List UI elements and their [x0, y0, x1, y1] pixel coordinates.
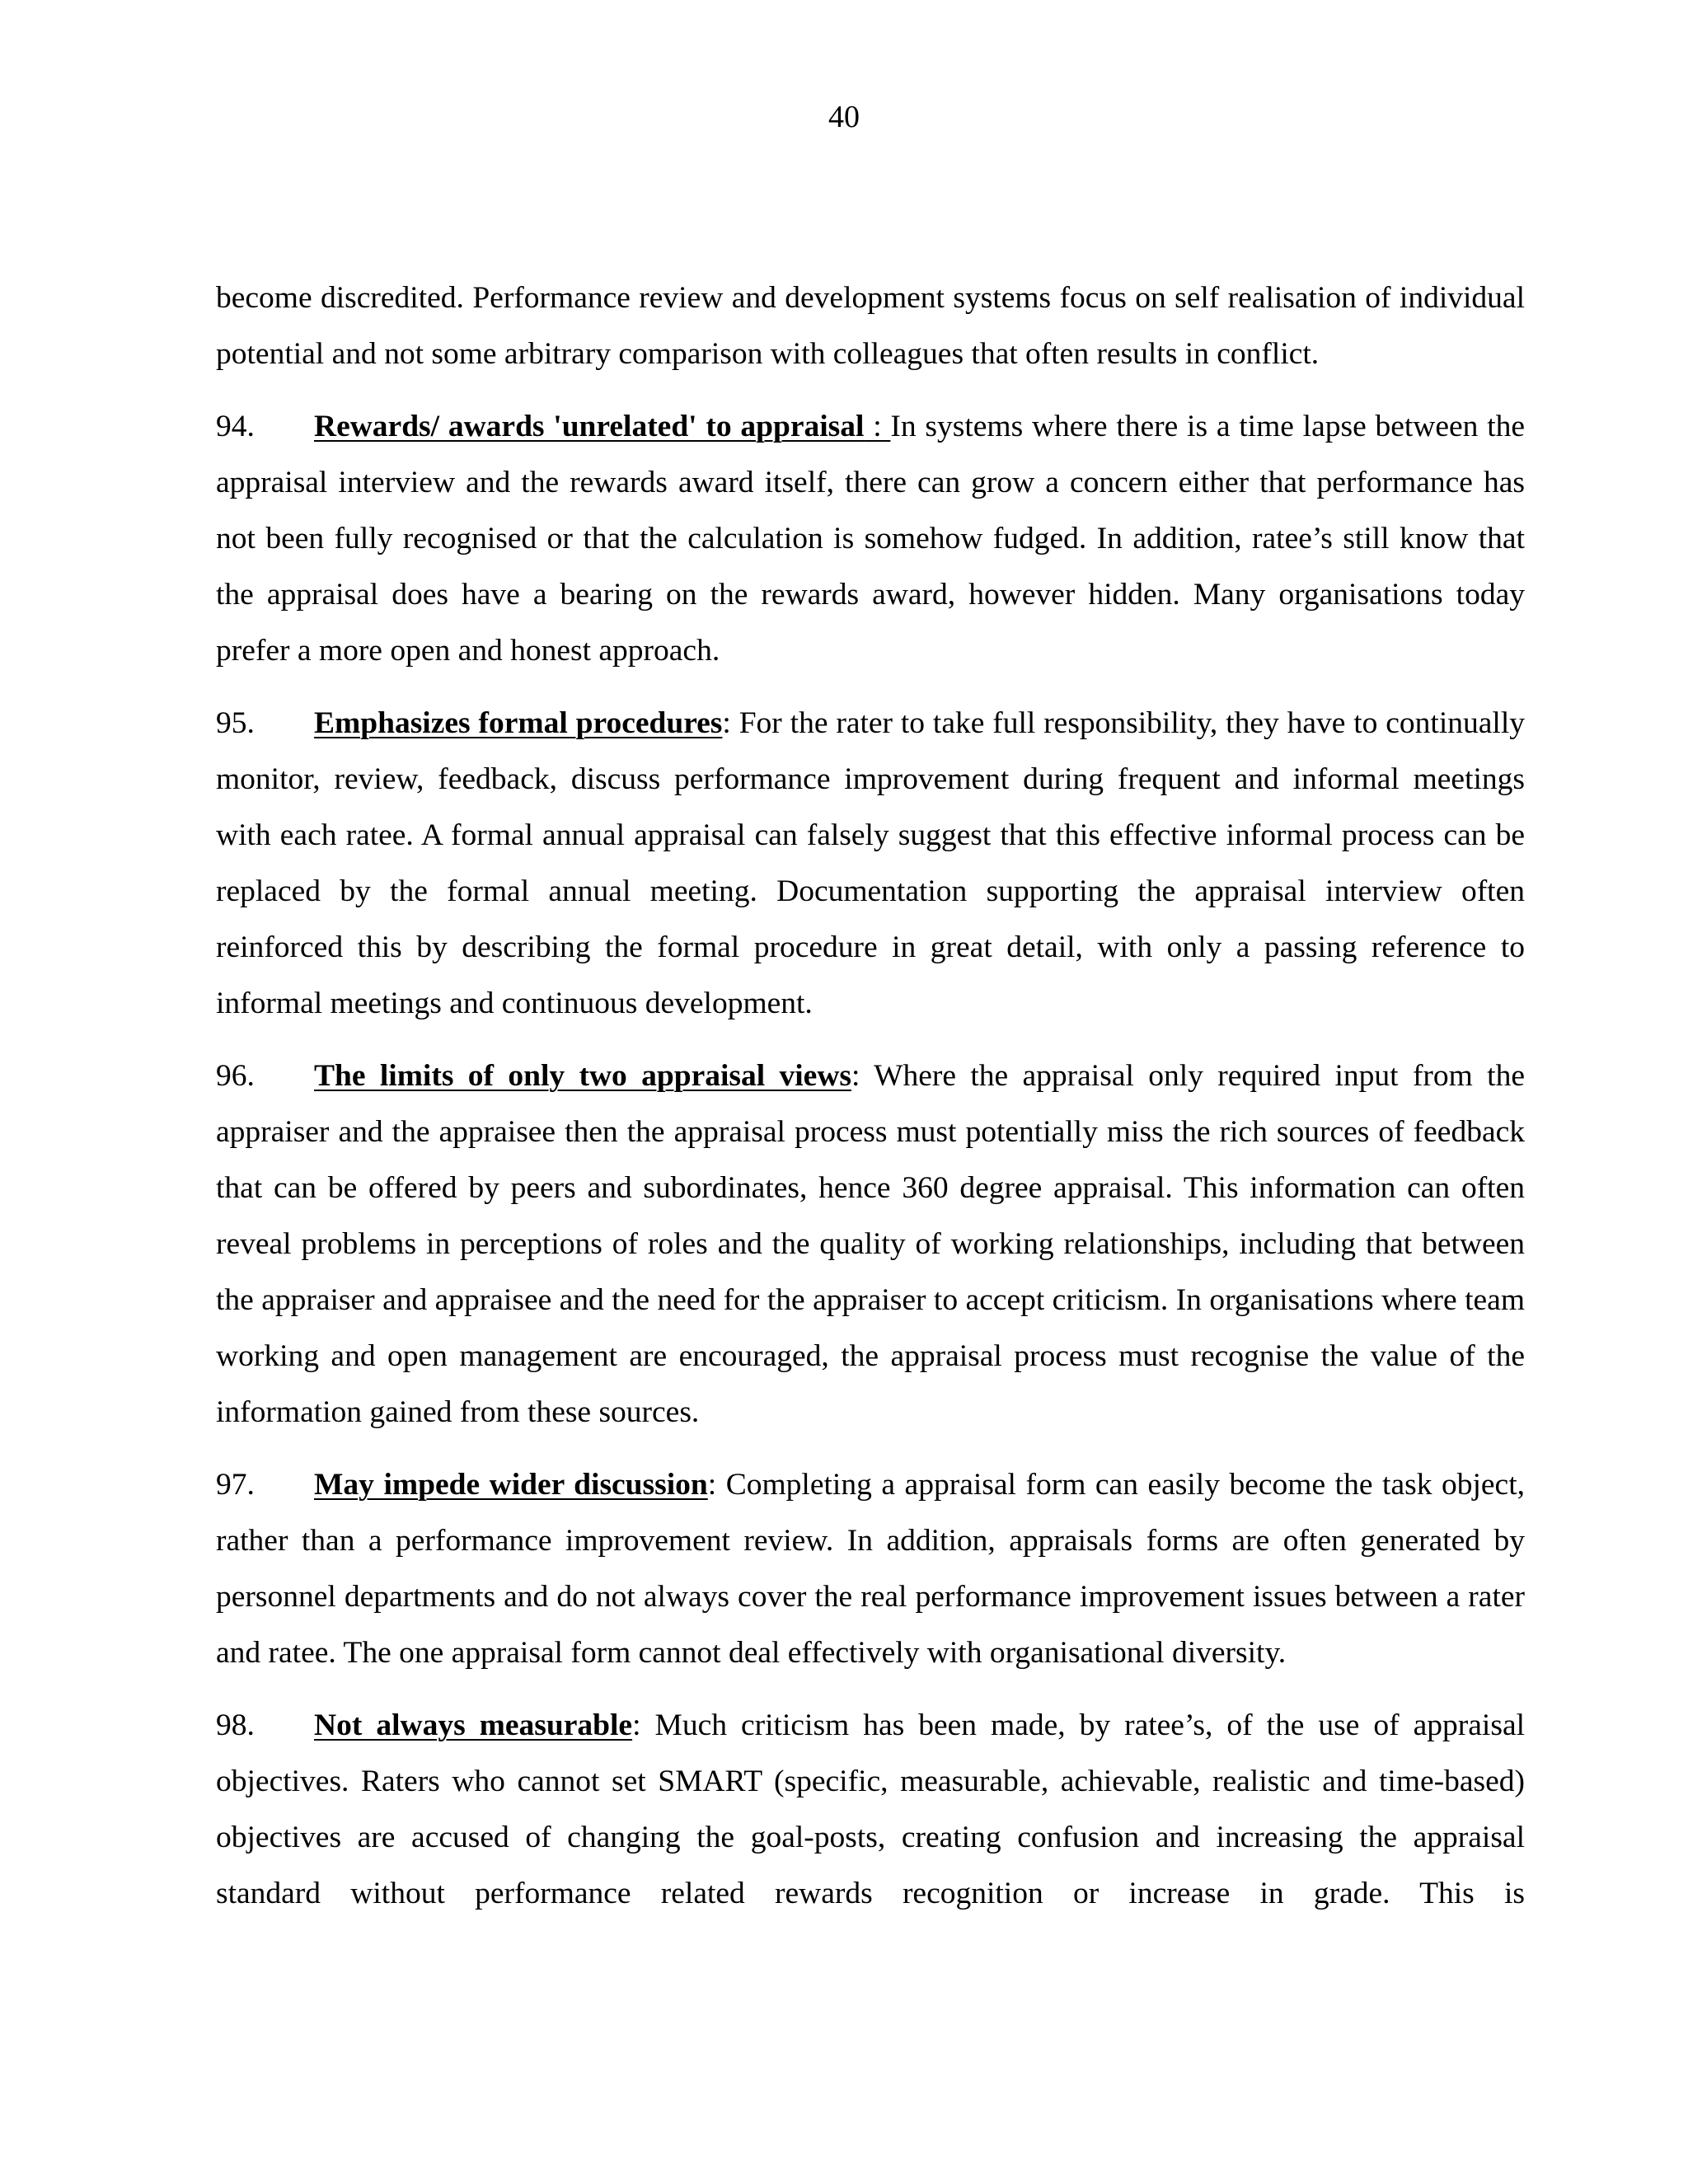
- heading-separator: :: [851, 1059, 874, 1093]
- paragraph-number: 96.: [216, 1059, 255, 1093]
- document-body: [216, 270, 1525, 1938]
- paragraph-number: 98.: [216, 1708, 255, 1742]
- paragraph-text: become discredited. Performance review and development systems focus on self realisation of individual potential and not some arbitrary comparison with colleagues that often results in conflict.: [216, 281, 1525, 371]
- heading-separator: :: [632, 1708, 655, 1742]
- paragraph-heading: May impede wider discussion: [314, 1468, 708, 1502]
- paragraph-heading: The limits of only two appraisal views: [314, 1059, 852, 1093]
- paragraph-95: [216, 696, 1525, 1032]
- paragraph-text: For the rater to take full responsibility, they have to continually monitor, review, feedback, discuss performance improvement during frequent and informal meetings with each ratee. A formal annual appraisal can falsely suggest that this effective informal process can be replaced by the formal annual meeting. Documentation supporting the appraisal interview often reinforced this by describing the formal procedure in great detail, with only a passing reference to informal meetings and continuous development.: [216, 706, 1525, 1020]
- paragraph-number: 94.: [216, 410, 255, 443]
- paragraph-heading: Not always measurable: [314, 1708, 633, 1742]
- paragraph-text: Completing a appraisal form can easily become the task object, rather than a performance improvement review. In addition, appraisals forms are often generated by personnel departments and do not always cover the real performance improvement issues between a rater and ratee. The one appraisal form cannot deal effectively with organisational diversity.: [216, 1468, 1525, 1670]
- paragraph-text: In systems where there is a time lapse between the appraisal interview and the rewards award itself, there can grow a concern either that performance has not been fully recognised or that the calculation is somehow fudged. In addition, ratee’s still know that the appraisal does have a bearing on the rewards award, however hidden. Many organisations today prefer a more open and honest approach.: [216, 410, 1526, 668]
- paragraph-number: 97.: [216, 1468, 255, 1502]
- heading-separator: :: [722, 706, 739, 740]
- paragraph-number: 95.: [216, 706, 255, 740]
- paragraph-96: [216, 1048, 1525, 1441]
- paragraph-heading: Emphasizes formal procedures: [314, 706, 723, 740]
- page-number: 40: [828, 100, 860, 134]
- paragraph-94: [216, 399, 1525, 679]
- paragraph-97: [216, 1457, 1525, 1681]
- heading-separator: :: [864, 410, 891, 443]
- heading-separator: :: [707, 1468, 726, 1502]
- paragraph-text: Much criticism has been made, by ratee’s, of the use of appraisal objectives. Raters who cannot set SMART (specific, measurable, achievable, realistic and time-based) objectives are accused of changing the goal-posts, creating confusion and increasing the appraisal standard without performance related rewards recognition or increase in grade. This is: [216, 1708, 1526, 1910]
- paragraph-98: [216, 1698, 1525, 1922]
- paragraph-continuation: [216, 270, 1525, 382]
- paragraph-heading: Rewards/ awards 'unrelated' to appraisal: [314, 410, 865, 443]
- paragraph-text: Where the appraisal only required input from the appraiser and the appraisee then the appraisal process must potentially miss the rich sources of feedback that can be offered by peers and subordinates, hence 360 degree appraisal. This information can often reveal problems in perceptions of roles and the quality of working relationships, including that between the appraiser and appraisee and the need for the appraiser to accept criticism. In organisations where team working and open management are encouraged, the appraisal process must recognise the value of the information gained from these sources.: [216, 1059, 1525, 1429]
